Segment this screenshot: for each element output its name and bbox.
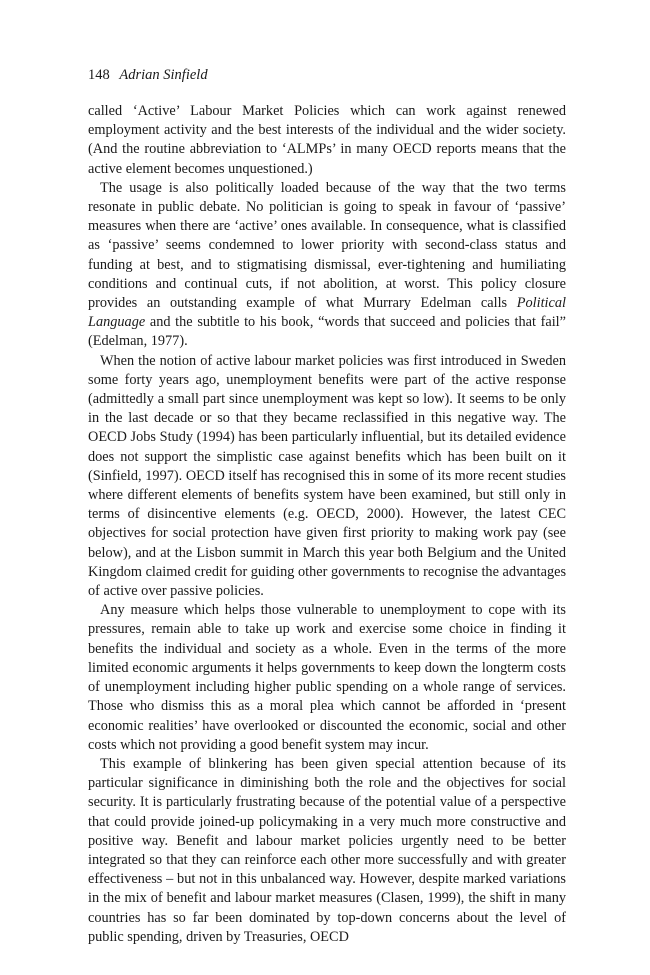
paragraph: called ‘Active’ Labour Market Policies which can work against renewed employment activity and the best interests of the individual and the wider society. (And the routine abbreviation to ‘ALMPs’ in many OECD reports means that the active element becomes unquestioned.) — [88, 103, 566, 177]
body-text — [88, 102, 566, 947]
paragraph: The usage is also politically loaded because of the way that the two terms resonate in public debate. No politician is going to speak in favour of ‘passive’ measures when there are ‘active’ ones available. In consequence, what is classified as ‘passive’ seems condemned to lower priority with second-class status and funding at best, and to stigmatising dismissal, ever-tightening and humiliating conditions and continual cuts, if not abolition, at worst. This policy closure provides an outstanding example of what Murrary Edelman calls Political Language and the subtitle to his book, “words that succeed and policies that fail” (Edelman, 1977). — [88, 179, 566, 350]
paragraph: When the notion of active labour market policies was first introduced in Sweden some forty years ago, unemployment benefits were part of the active response (admittedly a small part since unemployment was kept so low). It seems to be only in the last decade or so that they became reclassified in this negative way. The OECD Jobs Study (1994) has been particularly influential, but its detailed evidence does not support the simplistic case against benefits which has been built on it (Sinfield, 1997). OECD itself has recognised this in some of its more recent studies where different elements of benefits system have been examined, but still only in terms of disincentive elements (e.g. OECD, 2000). However, the latest CEC objectives for social protection have given first priority to making work pay (see below), and at the Lisbon summit in March this year both Belgium and the United Kingdom claimed credit for guiding other governments to recognise the advantages of active over passive policies. — [88, 352, 567, 600]
running-head-author: Adrian Sinfield — [119, 67, 208, 83]
running-head — [88, 66, 566, 84]
paragraph: Any measure which helps those vulnerable to unemployment to cope with its pressures, remain able to take up work and exercise some choice in finding it benefits the individual and society as a whole. Even in the terms of the more limited economic arguments it helps governments to keep down the longterm costs of unemployment including higher public spending on a whole range of services. Those who dismiss this as a moral plea which cannot be afforded in ‘present economic realities’ have overlooked or discounted the economic, social and other costs which not providing a good benefit system may incur. — [88, 602, 566, 753]
book-page — [88, 66, 566, 947]
book-title: Political Language — [88, 295, 566, 331]
page-number: 148 — [88, 67, 110, 83]
paragraph: This example of blinkering has been given special attention because of its particular significance in diminishing both the role and the objectives for social security. It is particularly frustrating because of the potential value of a perspective that could provide joined-up policymaking in a very much more constructive and positive way. Benefit and labour market policies urgently need to be better integrated so that they can reinforce each other more successfully and with greater effectiveness – but not in this unbalanced way. However, despite marked variations in the mix of benefit and labour market measures (Clasen, 1999), the shift in many countries has so far been dominated by top-down concerns about the level of public spending, driven by Treasuries, OECD — [88, 755, 566, 945]
